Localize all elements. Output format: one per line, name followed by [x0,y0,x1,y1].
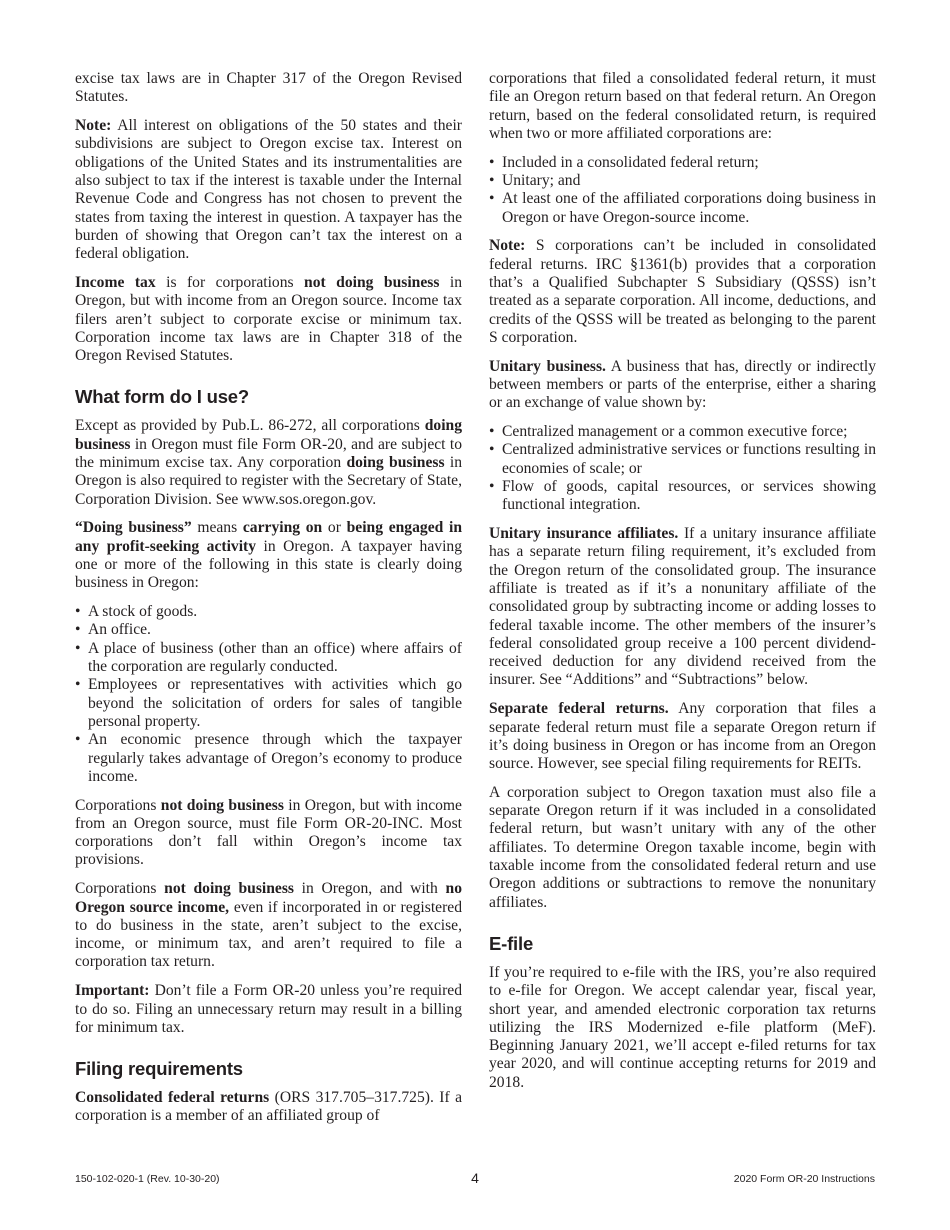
text-run: If a unitary insurance affiliate has a separate return filing requirement, it’s excluded from the Oregon return of the consolidated group. The insurance affiliate is treated as if it’s a nonunitary affiliate of the consolidated group by subtracting income or adding losses to federal taxable income. The other members of the insurer’s federal consolidated group receive a 100 percent dividend-received deduction for any dividend received from the insurer. See “Additions” and “Subtractions” below. [489,525,876,689]
paragraph [75,417,462,508]
text-run: Flow of goods, capital resources, or services showing functional integration. [502,477,876,514]
text-run: An office. [88,621,151,639]
text-run: in Oregon. A taxpayer having one or more of the following in this state is clearly doing business in Oregon: [75,537,462,592]
paragraph [75,274,462,365]
left-column [75,70,462,1136]
text-run: A corporation subject to Oregon taxation must also file a separate Oregon return if it was included in a consolidated federal return, but wasn’t unitary with any of the other affiliates. To determine Oregon taxable income, begin with taxable income from the consolidated federal return and use Oregon additions or subtractions to remove the nonunitary affiliates. [489,783,876,911]
paragraph [489,700,876,773]
text-run: in Oregon must file Form OR-20, and are subject to the minimum excise tax. Any corporation [75,435,462,472]
section-heading: What form do I use? [75,386,250,408]
bold-text: not doing business [164,880,294,898]
bold-text: Important: [75,982,150,1000]
footer-form-number: 150-102-020-1 (Rev. 10-30-20) [75,1173,220,1185]
bold-text: Unitary business. [489,357,606,375]
list-item [75,621,462,639]
text-run: in Oregon, and with [293,880,446,898]
paragraph [489,237,876,347]
paragraph [75,70,462,107]
text-run: Except as provided by Pub.L. 86-272, all corporations [75,417,425,435]
bold-text: Note: [489,237,526,255]
paragraph [489,358,876,413]
paragraph [489,525,876,690]
text-run: Included in a consolidated federal return; [502,153,759,171]
bold-text: Separate federal returns. [489,700,669,718]
text-run: Unitary; and [502,171,581,189]
text-run: At least one of the affiliated corporations doing business in Oregon or have Oregon-source income. [502,190,876,226]
page-number: 4 [471,1170,479,1186]
bold-text: Consolidated federal returns [75,1089,270,1107]
text-run: or [322,519,347,537]
list-item [75,676,462,731]
list-item [489,154,876,172]
text-run: Centralized administrative services or functions resulting in economies of scale; or [502,441,876,477]
footer-title: 2020 Form OR-20 Instructions [733,1173,875,1185]
bold-text: Unitary insurance affiliates. [489,525,679,543]
text-run: All interest on obligations of the 50 states and their subdivisions are subject to Oregon excise tax. Interest on obligations of the United States and its instrumentalities are also subject to tax if the interest is taxable under the Internal Revenue Code and Congress has not chosen to prevent the states from taxing the interest in question. A taxpayer has the burden of showing that Oregon can’t tax the interest on a federal obligation. [75,117,462,263]
section-heading: Filing requirements [75,1058,243,1080]
text-run: is for corporations [155,273,305,291]
text-run: in Oregon is also required to register with the Secretary of State, Corporation Division. See www.sos.oregon.gov. [75,454,462,508]
text-run: A business that has, directly or indirectly between members or parts of the enterprise, either a sharing or an exchange of value shown by: [489,357,876,412]
section-heading: E-file [489,932,534,954]
paragraph [489,784,876,912]
text-run: If you’re required to e-file with the IRS, you’re also required to e-file for Oregon. We accept calendar year, fiscal year, short year, and amended electronic corporation tax returns utilizing the IRS Modernized e-file platform (MeF). Beginning January 2021, we’ll accept e-filed returns for tax year 2020, and will continue accepting returns for 2019 and 2018. [489,963,876,1091]
text-run: S corporations can’t be included in consolidated federal returns. IRC §1361(b) provides that a corporation that’s a Qualified Subchapter S Subsidiary (QSSS) isn’t treated as a separate corporation. All income, deductions, and credits of the QSSS will be treated as belonging to the parent S corporation. [489,237,876,346]
paragraph [75,519,462,592]
list-item [489,423,876,441]
bullet-list [489,423,876,514]
bullet-list [75,603,462,786]
text-run: corporations that filed a consolidated federal return, it must file an Oregon return based on that federal return. An Oregon return, based on the federal consolidated return, is required when two or more affiliated corporations are: [489,70,876,142]
text-run: Centralized management or a common executive force; [502,423,848,441]
bold-text: not doing business [160,796,284,814]
bold-text: carrying on [242,519,323,537]
text-run: Corporations [75,796,161,814]
bold-text: doing business [346,454,445,472]
paragraph [75,982,462,1037]
text-run: Don’t file a Form OR-20 unless you’re required to do so. Filing an unnecessary return may result in a billing for minimum tax. [75,982,462,1036]
text-run: excise tax laws are in Chapter 317 of the Oregon Revised Statutes. [75,70,462,106]
list-item [489,190,876,227]
text-run: in Oregon, but with income from an Oregon source. Income tax filers aren’t subject to corporate excise or minimum tax. Corporation income tax laws are in Chapter 318 of the Oregon Revised Statutes. [75,273,463,365]
text-run: means [191,519,243,537]
list-item [489,172,876,190]
list-item [75,731,462,786]
paragraph [489,964,876,1092]
list-item [489,441,876,478]
paragraph [489,70,876,143]
paragraph [75,1089,462,1126]
paragraph [75,797,462,870]
list-item [75,640,462,677]
text-run: Any corporation that files a separate federal return must file a separate Oregon return if it’s doing business in Oregon or has income from an Oregon source. However, see special filing requirements for REITs. [489,700,876,773]
text-run: Employees or representatives with activities which go beyond the solicitation of orders for sales of tangible personal property. [88,676,462,730]
paragraph [75,880,462,971]
text-run: Corporations [75,880,165,898]
bold-text: not doing business [304,273,440,291]
text-run: A place of business (other than an office) where affairs of the corporation are regularly conducted. [88,639,462,676]
list-item [489,478,876,515]
bullet-list [489,154,876,227]
bold-text: Note: [75,117,112,135]
bold-text: Income tax [75,273,156,291]
bold-text: being engaged in any profit-seeking activity [75,519,462,555]
bold-text: no Oregon source income, [75,880,463,916]
list-item [75,603,462,621]
right-column [489,70,876,1103]
text-run: (ORS 317.705–317.725). If a corporation is a member of an affiliated group of [75,1089,462,1125]
paragraph [75,117,462,263]
text-run: in Oregon, but with income from an Oregon source, must file Form OR-20-INC. Most corporations don’t fall within Oregon’s income tax provisions. [75,796,462,869]
bold-text: “Doing business” [75,519,192,537]
text-run: even if incorporated in or registered to do business in the state, aren’t subject to the excise, income, or minimum tax, and aren’t required to file a corporation tax return. [75,898,462,971]
text-run: An economic presence through which the taxpayer regularly takes advantage of Oregon’s economy to produce income. [88,731,462,785]
text-run: A stock of goods. [88,603,198,621]
bold-text: doing business [75,417,462,453]
